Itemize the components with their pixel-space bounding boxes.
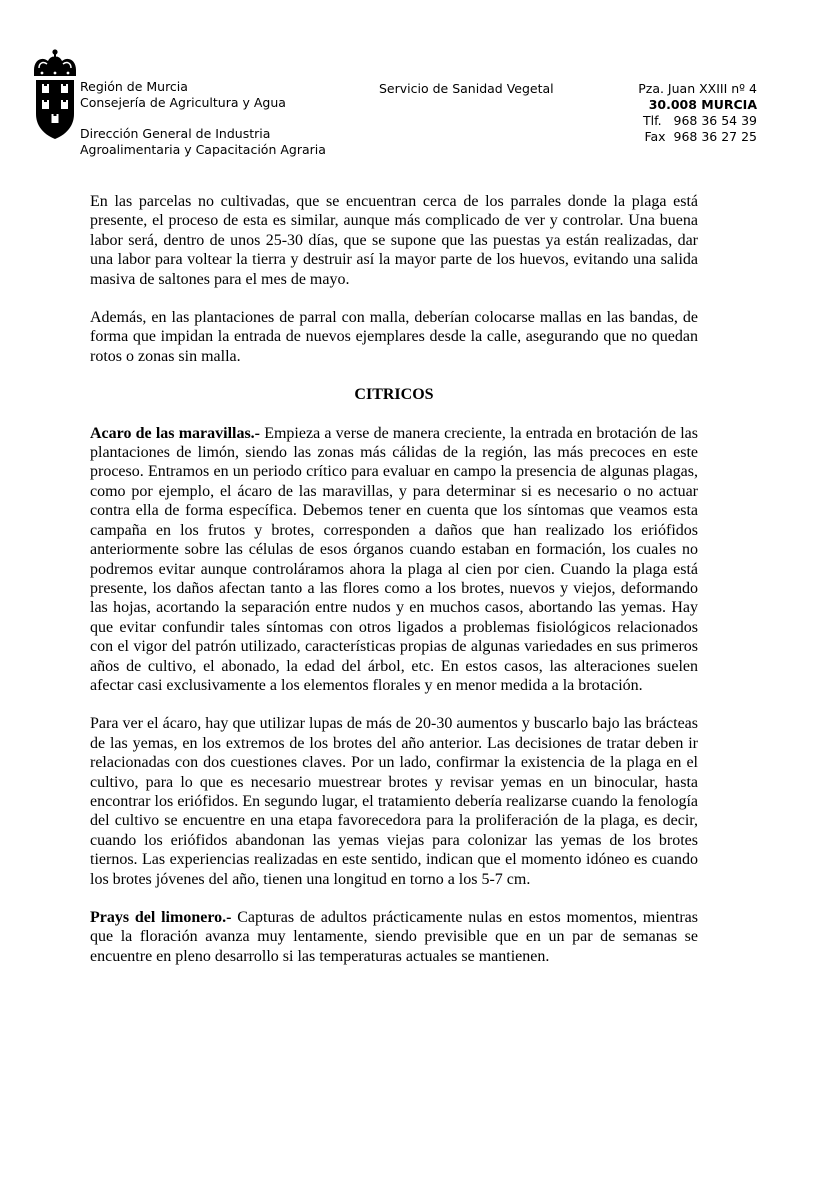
service-name: Servicio de Sanidad Vegetal xyxy=(379,81,554,96)
acaro-text: Empieza a verse de manera creciente, la entrada en brotación de las plantaciones de limón, siendo las zonas más cálidas de la región, las más precoces en este proceso. Entramos en un periodo crítico para evaluar en campo la presencia de algunas plagas, como por ejemplo, el ácaro de las maravillas, y para determinar si es necesario o no actuar contra ella de forma específica. Debemos tener en cuenta que los síntomas que veamos esta campaña en los frutos y brotes, corresponden a daños que han realizado los eriófidos anteriormente sobre las células de esos órganos cuando estaban en formación, los cuales no podremos evitar aunque controláramos ahora la plaga al cien por cien. Cuando la plaga está presente, los daños afectan tanto a las flores como a los brotes, nuevos y viejos, deformando las hojas, acortando la separación entre nudos y en muchos casos, abortando las yemas. Hay que evitar confundir tales síntomas con otros ligados a problemas fisiológicos relacionados con el vigor del patrón utilizado, características propias de algunas variedades en sus primeros años de cultivo, el abonado, la edad del árbol, etc. En estos casos, las alteraciones suelen afectar casi exclusivamente a los elementos florales y en menor medida a la brotación. xyxy=(90,424,698,694)
region-murcia-coat-of-arms-icon xyxy=(30,48,80,140)
fax-number: Fax 968 36 27 25 xyxy=(644,129,757,144)
prays-text: Capturas de adultos prácticamente nulas en estos momentos, mientras que la floración avanza muy lentamente, siendo previsible que en un par de semanas se encuentre en pleno desarrollo si las temperaturas actuales se mantienen. xyxy=(90,909,699,965)
department-name: Consejería de Agricultura y Agua xyxy=(80,95,286,110)
contact-block xyxy=(638,81,757,145)
directorate-block xyxy=(80,126,326,158)
directorate-line-1: Dirección General de Industria xyxy=(80,126,271,141)
acaro-heading: Acaro de las maravillas.- xyxy=(90,424,261,442)
address-street: Pza. Juan XXIII nº 4 xyxy=(638,81,757,96)
region-name: Región de Murcia xyxy=(80,79,188,94)
letterhead xyxy=(0,0,818,170)
prays-heading: Prays del limonero.- xyxy=(90,909,232,926)
paragraph-acaro xyxy=(90,424,698,696)
section-title-citricos: CITRICOS xyxy=(354,386,434,404)
address-city: 30.008 MURCIA xyxy=(648,97,757,112)
paragraph-ver-acaro: Para ver el ácaro, hay que utilizar lupas de más de 20-30 aumentos y buscarlo bajo las brácteas de las yemas, en los extremos de los brotes del año anterior. Las decisiones de tratar deben ir relacionadas con dos cuestiones claves. Por un lado, confirmar la existencia de la plaga en el cultivo, para lo que es necesario muestrear brotes y revisar yemas en un binocular, hasta encontrar los eriófidos. En segundo lugar, el tratamiento debería realizarse cuando la fenología del cultivo se encuentre en una etapa favorecedora para la proliferación de la plaga, es decir, cuando los eriófidos abandonan las yemas viejas para colonizar las yemas de los brotes tiernos. Las experiencias realizadas en este sentido, indican que el momento idóneo es cuando los brotes jóvenes del año, tienen una longitud en torno a los 5-7 cm. xyxy=(90,715,698,888)
region-name-block xyxy=(80,79,286,111)
paragraph-mallas: Además, en las plantaciones de parral con malla, deberían colocarse mallas en las bandas, de forma que impidan la entrada de nuevos ejemplares desde la calle, asegurando que no quedan rotos o zonas sin malla. xyxy=(90,309,698,365)
paragraph-prays xyxy=(90,908,698,966)
directorate-line-2: Agroalimentaria y Capacitación Agraria xyxy=(80,142,326,157)
phone-number: Tlf. 968 36 54 39 xyxy=(643,113,757,128)
document-body xyxy=(90,192,698,985)
paragraph-parcelas: En las parcelas no cultivadas, que se encuentran cerca de los parrales donde la plaga está presente, el proceso de esta es similar, aunque más complicado de ver y controlar. Una buena labor será, dentro de unos 25-30 días, que se supone que las puestas ya están realizadas, dar una labor para voltear la tierra y destruir así la mayor parte de los huevos, evitando una salida masiva de saltones para el mes de mayo. xyxy=(90,193,698,288)
